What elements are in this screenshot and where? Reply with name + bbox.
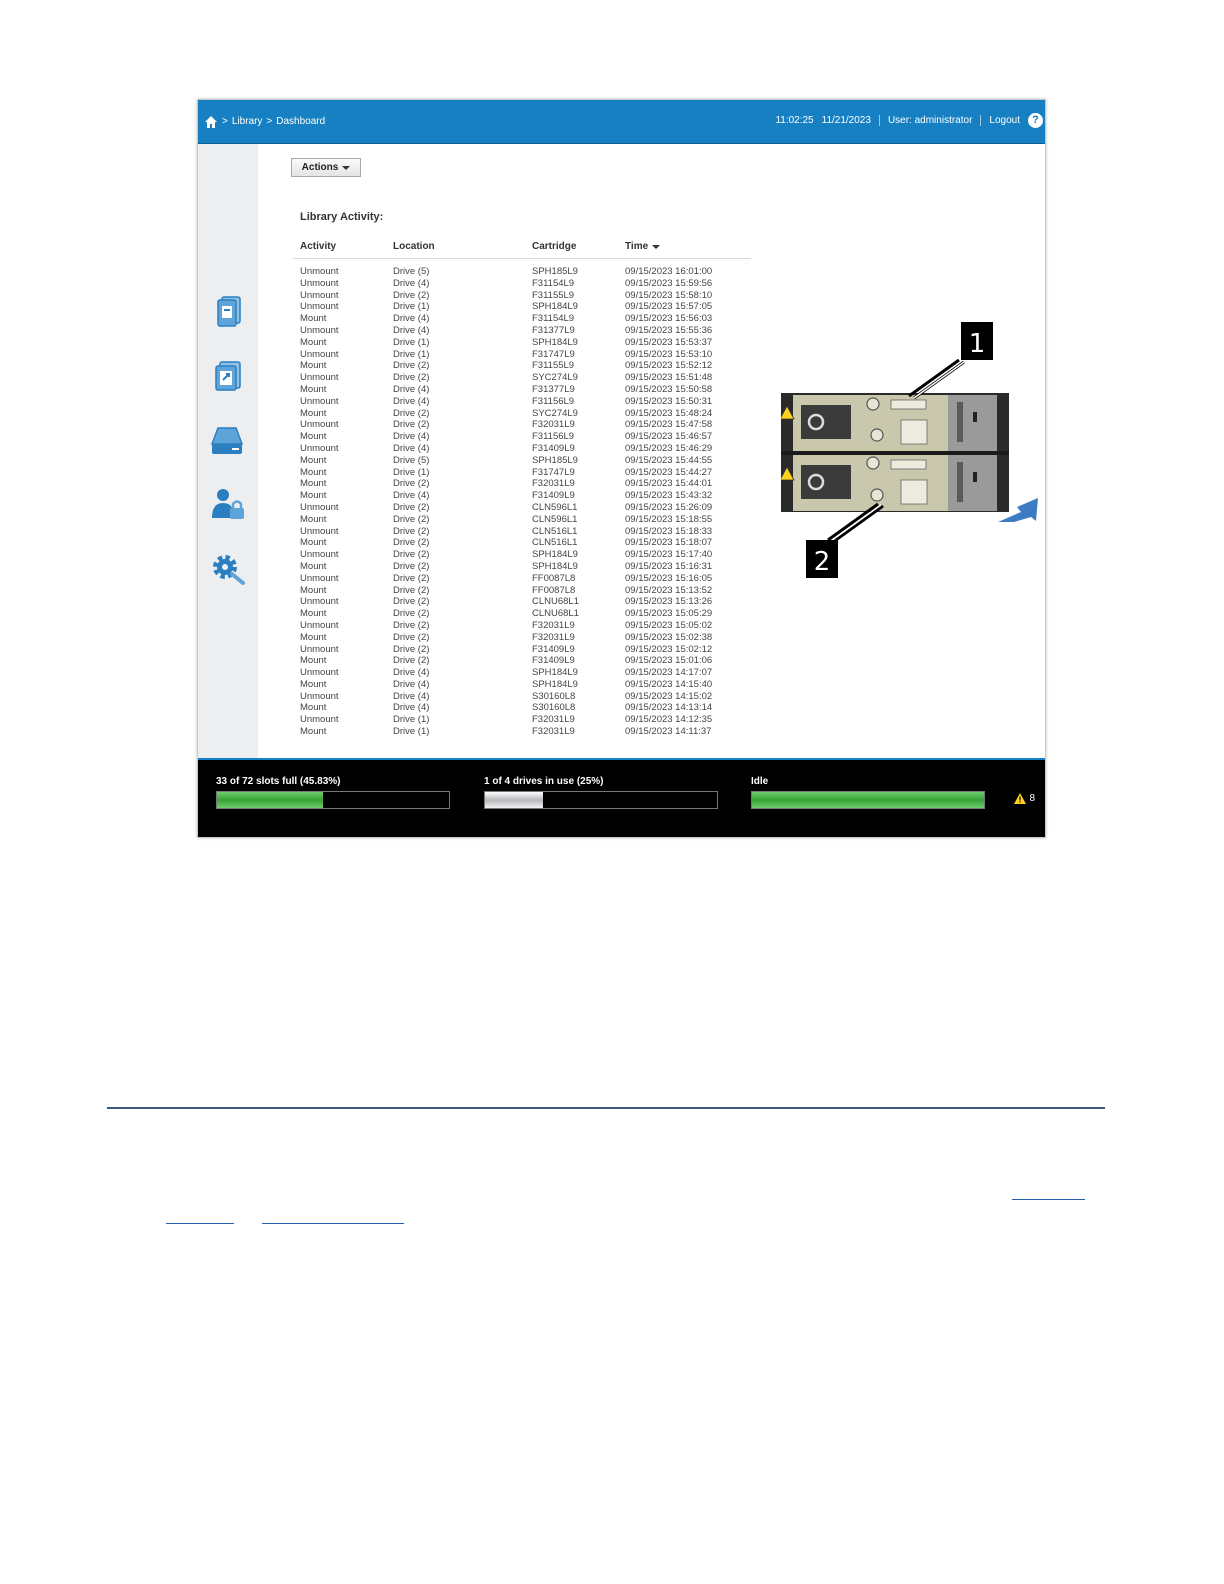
table-row[interactable] bbox=[300, 396, 740, 408]
time-cell: 09/15/2023 15:18:07 bbox=[625, 537, 713, 549]
table-row[interactable] bbox=[300, 443, 740, 455]
column-header-time-label: Time bbox=[625, 241, 649, 252]
table-row[interactable] bbox=[300, 691, 740, 703]
location-cell: Drive (2) bbox=[393, 572, 430, 584]
table-row[interactable] bbox=[300, 644, 740, 656]
cartridges-icon[interactable] bbox=[210, 294, 246, 330]
table-row[interactable] bbox=[300, 620, 740, 632]
cartridge-cell: SPH185L9 bbox=[532, 454, 578, 466]
activity-cell: Unmount bbox=[300, 419, 339, 431]
location-cell: Drive (2) bbox=[393, 372, 430, 384]
table-row[interactable] bbox=[300, 278, 740, 290]
activity-cell: Mount bbox=[300, 478, 327, 490]
location-cell: Drive (2) bbox=[393, 525, 430, 537]
cartridge-cell: F31409L9 bbox=[532, 655, 575, 667]
table-row[interactable] bbox=[300, 478, 740, 490]
actions-label: Actions bbox=[301, 162, 339, 173]
activity-cell: Unmount bbox=[300, 643, 339, 655]
cartridge-cell: FF0087L8 bbox=[532, 572, 576, 584]
slots-status[interactable] bbox=[216, 776, 451, 809]
activity-table-body bbox=[300, 266, 740, 738]
column-header-time[interactable] bbox=[625, 241, 660, 252]
activity-cell: Mount bbox=[300, 537, 327, 549]
cartridge-cell: SPH184L9 bbox=[532, 667, 578, 679]
cartridge-cell: F32031L9 bbox=[532, 419, 575, 431]
cartridge-cell: CLN596L1 bbox=[532, 501, 578, 513]
table-row[interactable] bbox=[300, 349, 740, 361]
time-cell: 09/15/2023 15:46:29 bbox=[625, 442, 713, 454]
activity-cell: Unmount bbox=[300, 596, 339, 608]
location-cell: Drive (2) bbox=[393, 549, 430, 561]
time-cell: 09/15/2023 15:01:06 bbox=[625, 655, 713, 667]
time-cell: 09/15/2023 14:13:14 bbox=[625, 702, 713, 714]
location-cell: Drive (2) bbox=[393, 478, 430, 490]
location-cell: Drive (2) bbox=[393, 513, 430, 525]
table-row[interactable] bbox=[300, 502, 740, 514]
table-row[interactable] bbox=[300, 290, 740, 302]
cartridge-cell: SPH184L9 bbox=[532, 560, 578, 572]
time-cell: 09/15/2023 15:43:32 bbox=[625, 490, 713, 502]
time-cell: 09/15/2023 15:26:09 bbox=[625, 501, 713, 513]
time-cell: 09/15/2023 15:18:33 bbox=[625, 525, 713, 537]
table-row[interactable] bbox=[300, 714, 740, 726]
activity-cell: Unmount bbox=[300, 301, 339, 313]
activity-cell: Unmount bbox=[300, 714, 339, 726]
table-row[interactable] bbox=[300, 467, 740, 479]
activity-cell: Mount bbox=[300, 584, 327, 596]
table-row[interactable] bbox=[300, 596, 740, 608]
link-underline[interactable] bbox=[166, 1223, 234, 1224]
library-state-fill bbox=[752, 792, 984, 808]
time-cell: 09/15/2023 15:46:57 bbox=[625, 431, 713, 443]
time-cell: 09/15/2023 15:52:12 bbox=[625, 360, 713, 372]
table-row[interactable] bbox=[300, 408, 740, 420]
clock-time: 11:02:25 bbox=[775, 115, 814, 126]
breadcrumb bbox=[222, 116, 325, 127]
breadcrumb-separator: > bbox=[222, 116, 228, 127]
activity-cell: Mount bbox=[300, 513, 327, 525]
cartridge-cell: CLN596L1 bbox=[532, 513, 578, 525]
table-row[interactable] bbox=[300, 372, 740, 384]
location-cell: Drive (4) bbox=[393, 395, 430, 407]
link-underline[interactable] bbox=[262, 1223, 404, 1224]
location-cell: Drive (4) bbox=[393, 702, 430, 714]
cartridge-cell: F31154L9 bbox=[532, 277, 575, 289]
table-row[interactable] bbox=[300, 325, 740, 337]
cartridge-cell: F31155L9 bbox=[532, 360, 575, 372]
cartridge-cell: F31154L9 bbox=[532, 313, 575, 325]
cartridge-cell: F31409L9 bbox=[532, 490, 575, 502]
table-row[interactable] bbox=[300, 514, 740, 526]
activity-cell: Mount bbox=[300, 702, 327, 714]
location-cell: Drive (2) bbox=[393, 619, 430, 631]
location-cell: Drive (2) bbox=[393, 596, 430, 608]
cartridge-cell: CLNU68L1 bbox=[532, 596, 579, 608]
time-cell: 09/15/2023 14:12:35 bbox=[625, 714, 713, 726]
table-row[interactable] bbox=[300, 679, 740, 691]
location-cell: Drive (4) bbox=[393, 277, 430, 289]
cartridge-cell: F32031L9 bbox=[532, 631, 575, 643]
service-icon[interactable] bbox=[210, 550, 246, 586]
cartridge-cell: F32031L9 bbox=[532, 478, 575, 490]
sidebar bbox=[198, 144, 258, 758]
top-bar bbox=[198, 100, 1046, 144]
actions-button[interactable] bbox=[291, 158, 361, 177]
time-cell: 09/15/2023 15:44:01 bbox=[625, 478, 713, 490]
activity-cell: Unmount bbox=[300, 619, 339, 631]
time-cell: 09/15/2023 15:17:40 bbox=[625, 549, 713, 561]
location-cell: Drive (1) bbox=[393, 466, 430, 478]
activity-cell: Mount bbox=[300, 466, 327, 478]
activity-cell: Unmount bbox=[300, 690, 339, 702]
time-cell: 09/15/2023 14:15:02 bbox=[625, 690, 713, 702]
table-row[interactable] bbox=[300, 266, 740, 278]
library-state-status[interactable] bbox=[751, 776, 986, 809]
time-cell: 09/15/2023 15:55:36 bbox=[625, 324, 713, 336]
location-cell: Drive (2) bbox=[393, 655, 430, 667]
cartridge-cell: SPH184L9 bbox=[532, 336, 578, 348]
column-header-activity[interactable]: Activity bbox=[300, 241, 337, 252]
location-cell: Drive (4) bbox=[393, 678, 430, 690]
column-header-cartridge[interactable]: Cartridge bbox=[532, 241, 577, 252]
slots-icon[interactable] bbox=[210, 358, 246, 394]
table-row[interactable] bbox=[300, 549, 740, 561]
location-cell: Drive (2) bbox=[393, 419, 430, 431]
activity-cell: Mount bbox=[300, 407, 327, 419]
location-cell: Drive (4) bbox=[393, 431, 430, 443]
table-row[interactable] bbox=[300, 608, 740, 620]
library-state-bar bbox=[751, 791, 985, 809]
cartridge-cell: SYC274L9 bbox=[532, 407, 578, 419]
slots-progress-bar bbox=[216, 791, 450, 809]
cartridge-cell: SPH184L9 bbox=[532, 549, 578, 561]
location-cell: Drive (4) bbox=[393, 490, 430, 502]
time-cell: 09/15/2023 15:44:55 bbox=[625, 454, 713, 466]
cartridge-cell: F31377L9 bbox=[532, 324, 575, 336]
cartridge-cell: CLN516L1 bbox=[532, 537, 578, 549]
cartridge-cell: F32031L9 bbox=[532, 619, 575, 631]
cartridge-cell: FF0087L8 bbox=[532, 584, 576, 596]
slots-status-label: 33 of 72 slots full (45.83%) bbox=[216, 776, 341, 787]
table-row[interactable] bbox=[300, 702, 740, 714]
callout-1: 1 bbox=[968, 329, 986, 359]
cartridge-cell: F32031L9 bbox=[532, 726, 575, 738]
location-cell: Drive (2) bbox=[393, 537, 430, 549]
table-row[interactable] bbox=[300, 360, 740, 372]
library-state-label: Idle bbox=[751, 776, 769, 787]
time-cell: 09/15/2023 15:57:05 bbox=[625, 301, 713, 313]
location-cell: Drive (2) bbox=[393, 560, 430, 572]
cartridge-cell: SPH184L9 bbox=[532, 678, 578, 690]
activity-cell: Mount bbox=[300, 655, 327, 667]
breadcrumb-dashboard[interactable]: Dashboard bbox=[276, 116, 326, 127]
activity-cell: Unmount bbox=[300, 289, 339, 301]
activity-cell: Mount bbox=[300, 490, 327, 502]
location-cell: Drive (4) bbox=[393, 442, 430, 454]
cartridge-cell: F31156L9 bbox=[532, 395, 575, 407]
table-row[interactable] bbox=[300, 384, 740, 396]
location-cell: Drive (4) bbox=[393, 324, 430, 336]
alert-count: 8 bbox=[1029, 793, 1035, 804]
location-cell: Drive (4) bbox=[393, 667, 430, 679]
location-cell: Drive (4) bbox=[393, 690, 430, 702]
activity-cell: Mount bbox=[300, 336, 327, 348]
time-cell: 09/15/2023 15:53:10 bbox=[625, 348, 713, 360]
activity-cell: Mount bbox=[300, 454, 327, 466]
time-cell: 09/15/2023 15:44:27 bbox=[625, 466, 713, 478]
activity-cell: Mount bbox=[300, 360, 327, 372]
library-graphic bbox=[781, 322, 1043, 582]
location-cell: Drive (2) bbox=[393, 643, 430, 655]
breadcrumb-library[interactable]: Library bbox=[231, 116, 263, 127]
activity-cell: Mount bbox=[300, 631, 327, 643]
table-row[interactable] bbox=[300, 431, 740, 443]
activity-cell: Unmount bbox=[300, 442, 339, 454]
activity-cell: Unmount bbox=[300, 667, 339, 679]
time-cell: 09/15/2023 15:16:31 bbox=[625, 560, 713, 572]
location-cell: Drive (2) bbox=[393, 608, 430, 620]
location-cell: Drive (2) bbox=[393, 360, 430, 372]
location-cell: Drive (4) bbox=[393, 313, 430, 325]
table-row[interactable] bbox=[300, 301, 740, 313]
table-row[interactable] bbox=[300, 655, 740, 667]
location-cell: Drive (1) bbox=[393, 714, 430, 726]
cartridge-cell: CLNU68L1 bbox=[532, 608, 579, 620]
drives-status-label: 1 of 4 drives in use (25%) bbox=[484, 776, 604, 787]
activity-cell: Unmount bbox=[300, 324, 339, 336]
cartridge-cell: SPH185L9 bbox=[532, 266, 578, 277]
activity-cell: Mount bbox=[300, 313, 327, 325]
cartridge-cell: F31155L9 bbox=[532, 289, 575, 301]
time-cell: 09/15/2023 15:13:52 bbox=[625, 584, 713, 596]
cartridge-cell: F31409L9 bbox=[532, 643, 575, 655]
location-cell: Drive (1) bbox=[393, 726, 430, 738]
drives-progress-bar bbox=[484, 791, 718, 809]
location-cell: Drive (2) bbox=[393, 289, 430, 301]
time-cell: 09/15/2023 14:15:40 bbox=[625, 678, 713, 690]
table-row[interactable] bbox=[300, 490, 740, 502]
time-cell: 09/15/2023 14:11:37 bbox=[625, 726, 712, 738]
time-cell: 09/15/2023 15:47:58 bbox=[625, 419, 713, 431]
table-row[interactable] bbox=[300, 537, 740, 549]
activity-cell: Unmount bbox=[300, 348, 339, 360]
cartridge-cell: F31377L9 bbox=[532, 383, 575, 395]
cartridge-cell: S30160L8 bbox=[532, 702, 576, 714]
table-row[interactable] bbox=[300, 585, 740, 597]
table-row[interactable] bbox=[300, 419, 740, 431]
time-cell: 09/15/2023 15:56:03 bbox=[625, 313, 713, 325]
time-cell: 09/15/2023 15:48:24 bbox=[625, 407, 713, 419]
sort-desc-icon bbox=[652, 245, 660, 249]
drives-status[interactable] bbox=[484, 776, 719, 809]
warning-icon bbox=[1014, 793, 1026, 804]
time-cell: 09/15/2023 15:13:26 bbox=[625, 596, 713, 608]
status-bar bbox=[198, 758, 1046, 838]
activity-cell: Mount bbox=[300, 431, 327, 443]
drives-progress-fill bbox=[485, 792, 543, 808]
time-cell: 09/15/2023 14:17:07 bbox=[625, 667, 713, 679]
table-row[interactable] bbox=[300, 455, 740, 467]
cartridge-cell: F31747L9 bbox=[532, 466, 575, 478]
clock-date: 11/21/2023 bbox=[821, 115, 871, 126]
drives-icon[interactable] bbox=[210, 422, 246, 458]
cartridge-cell: F31409L9 bbox=[532, 442, 575, 454]
time-cell: 09/15/2023 15:05:29 bbox=[625, 608, 713, 620]
time-cell: 09/15/2023 16:01:00 bbox=[625, 266, 713, 277]
time-cell: 09/15/2023 15:18:55 bbox=[625, 513, 713, 525]
time-cell: 09/15/2023 15:16:05 bbox=[625, 572, 713, 584]
activity-cell: Mount bbox=[300, 560, 327, 572]
table-row[interactable] bbox=[300, 726, 740, 738]
access-icon[interactable] bbox=[210, 486, 246, 522]
divider bbox=[879, 115, 880, 126]
cartridge-cell: F32031L9 bbox=[532, 714, 575, 726]
time-cell: 09/15/2023 15:02:38 bbox=[625, 631, 713, 643]
screenshot-frame bbox=[197, 99, 1046, 838]
activity-cell: Mount bbox=[300, 726, 327, 738]
library-activity-title: Library Activity: bbox=[300, 211, 384, 223]
location-cell: Drive (1) bbox=[393, 301, 430, 313]
time-cell: 09/15/2023 15:53:37 bbox=[625, 336, 713, 348]
location-cell: Drive (5) bbox=[393, 266, 430, 277]
activity-cell: Unmount bbox=[300, 266, 339, 277]
cartridge-cell: F31747L9 bbox=[532, 348, 575, 360]
location-cell: Drive (2) bbox=[393, 584, 430, 596]
cartridge-cell: SYC274L9 bbox=[532, 372, 578, 384]
location-cell: Drive (4) bbox=[393, 383, 430, 395]
location-cell: Drive (2) bbox=[393, 407, 430, 419]
link-underline[interactable] bbox=[1012, 1199, 1085, 1200]
slots-progress-fill bbox=[217, 792, 323, 808]
activity-cell: Unmount bbox=[300, 277, 339, 289]
horizontal-rule bbox=[107, 1107, 1105, 1109]
activity-cell: Mount bbox=[300, 608, 327, 620]
header-right bbox=[775, 113, 1043, 128]
home-icon[interactable] bbox=[204, 115, 218, 129]
table-row[interactable] bbox=[300, 561, 740, 573]
callout-2: 2 bbox=[813, 547, 831, 577]
time-cell: 09/15/2023 15:50:58 bbox=[625, 383, 713, 395]
cartridge-cell: F31156L9 bbox=[532, 431, 575, 443]
time-cell: 09/15/2023 15:59:56 bbox=[625, 277, 713, 289]
time-cell: 09/15/2023 15:50:31 bbox=[625, 395, 713, 407]
activity-cell: Unmount bbox=[300, 572, 339, 584]
table-row[interactable] bbox=[300, 573, 740, 585]
user-label: User: administrator bbox=[887, 115, 973, 126]
location-cell: Drive (2) bbox=[393, 501, 430, 513]
activity-cell: Mount bbox=[300, 383, 327, 395]
breadcrumb-separator: > bbox=[266, 116, 273, 127]
location-cell: Drive (1) bbox=[393, 336, 430, 348]
chevron-down-icon bbox=[342, 166, 350, 170]
location-cell: Drive (1) bbox=[393, 348, 430, 360]
table-row[interactable] bbox=[300, 526, 740, 538]
logout-link[interactable]: Logout bbox=[989, 115, 1020, 126]
time-cell: 09/15/2023 15:58:10 bbox=[625, 289, 713, 301]
activity-cell: Unmount bbox=[300, 501, 339, 513]
column-header-location[interactable]: Location bbox=[393, 241, 435, 252]
divider bbox=[980, 115, 981, 126]
location-cell: Drive (5) bbox=[393, 454, 430, 466]
time-cell: 09/15/2023 15:05:02 bbox=[625, 619, 713, 631]
alerts-indicator[interactable] bbox=[1014, 793, 1035, 804]
cartridge-cell: SPH184L9 bbox=[532, 301, 578, 313]
cartridge-cell: CLN516L1 bbox=[532, 525, 578, 537]
location-cell: Drive (2) bbox=[393, 631, 430, 643]
help-icon[interactable]: ? bbox=[1028, 113, 1043, 128]
activity-cell: Mount bbox=[300, 678, 327, 690]
table-row[interactable] bbox=[300, 667, 740, 679]
cartridge-cell: S30160L8 bbox=[532, 690, 576, 702]
time-cell: 09/15/2023 15:51:48 bbox=[625, 372, 713, 384]
activity-cell: Unmount bbox=[300, 395, 339, 407]
activity-cell: Unmount bbox=[300, 525, 339, 537]
activity-table-header bbox=[293, 237, 751, 259]
table-row[interactable] bbox=[300, 632, 740, 644]
table-row[interactable] bbox=[300, 313, 740, 325]
activity-cell: Unmount bbox=[300, 372, 339, 384]
time-cell: 09/15/2023 15:02:12 bbox=[625, 643, 713, 655]
activity-cell: Unmount bbox=[300, 549, 339, 561]
table-row[interactable] bbox=[300, 337, 740, 349]
